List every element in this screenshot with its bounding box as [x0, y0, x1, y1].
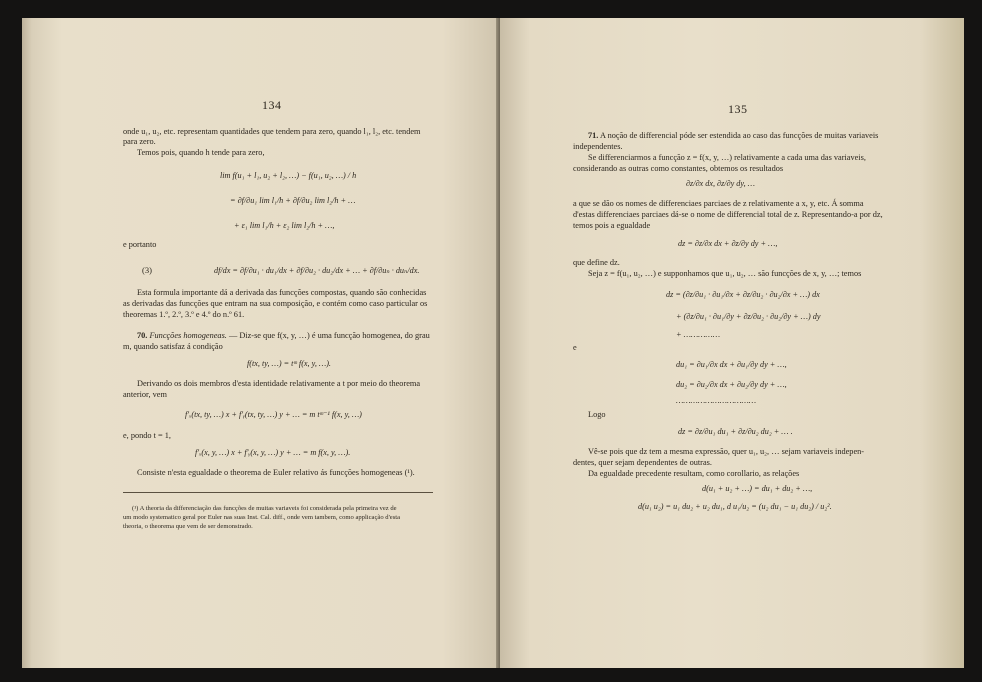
- text-line: d'estas differenciaes parciaes dá-se o nome de differencial total de z. Representando-a por dz,: [573, 210, 883, 219]
- formula: ∂z/∂x dx, ∂z/∂y dy, …: [686, 179, 755, 188]
- text-line: e, pondo t = 1,: [123, 431, 172, 440]
- section-number: 70.: [137, 331, 148, 340]
- formula: du₂ = ∂u₂/∂x dx + ∂u₂/∂y dy + …,: [676, 380, 787, 389]
- book-scan: [22, 18, 964, 668]
- formula: + (∂z/∂u₁ · ∂u₁/∂y + ∂z/∂u₂ · ∂u₂/∂y + …) dy: [676, 312, 821, 321]
- formula: f(tx, ty, …) = tᵐ f(x, y, …).: [247, 359, 331, 368]
- formula: f′ₓ(tx, ty, …) x + f′ᵧ(tx, ty, …) y + … = m tᵐ⁻¹ f(x, y, …): [185, 410, 362, 419]
- formula: du₁ = ∂u₁/∂x dx + ∂u₁/∂y dy + …,: [676, 360, 787, 369]
- formula: dz = (∂z/∂u₁ · ∂u₁/∂x + ∂z/∂u₂ · ∂u₂/∂x + …) dx: [666, 290, 820, 299]
- text-line: as derivadas das funcções que entram na sua composição, e contém como caso particular os: [123, 299, 428, 308]
- text-line: temos pois a egualdade: [573, 221, 651, 230]
- text-line: considerando as outras como constantes, obtemos os resultados: [573, 164, 784, 173]
- section-heading: [588, 131, 878, 142]
- section-text: — Diz-se que f(x, y, …) é uma funcção homogenea, do grau: [228, 331, 430, 340]
- text-line: Da egualdade precedente resultam, como corollario, as relações: [588, 469, 800, 478]
- left-page: [22, 18, 500, 668]
- text-line: Vê-se pois que dz tem a mesma expressão, quer u₁, u₂, … sejam variaveis indepen-: [588, 447, 865, 456]
- text-line: Se differenciarmos a funcção z = f(x, y, …) relativamente a cada uma das variaveis,: [588, 153, 866, 162]
- section-heading: [137, 331, 430, 342]
- formula: dz = ∂z/∂x dx + ∂z/∂y dy + …,: [678, 239, 778, 248]
- text-line: que define dz.: [573, 258, 620, 267]
- text-line: a que se dão os nomes de differenciaes parciaes de z relativamente a x, y, etc. Á somma: [573, 199, 864, 208]
- footnote-line: um modo systematico geral por Euler nas suas Inst. Cal. diff., onde vem tambem, como applicação d'esta: [123, 514, 401, 521]
- footnote-line: theoria, o theorema que vem de ser demonstrado.: [123, 523, 253, 530]
- text-line: Derivando os dois membros d'esta identidade relativamente a t por meio do theorema: [137, 379, 421, 388]
- text-line: Logo: [588, 410, 606, 419]
- text-line: independentes.: [573, 142, 623, 151]
- text-line: Temos pois, quando h tende para zero,: [137, 148, 265, 157]
- page-number: 135: [728, 102, 748, 116]
- formula: dz = ∂z/∂u₁ du₁ + ∂z/∂u₂ du₂ + … .: [678, 427, 793, 436]
- text-line: onde u₁, u₂, etc. representam quantidades que tendem para zero, quando l₁, l₂, etc. tendem: [123, 127, 421, 136]
- section-text: A noção de differencial póde ser estendida ao caso das funcções de muitas variaveis: [600, 131, 879, 140]
- text-line: anterior, vem: [123, 390, 167, 399]
- formula: df/dx = ∂f/∂u₁ · du₁/dx + ∂f/∂u₂ · du₂/dx + … + ∂f/∂uₙ · duₙ/dx.: [214, 266, 420, 275]
- formula: = ∂f/∂u₁ lim l₁/h + ∂f/∂u₂ lim l₂/h + …: [230, 196, 356, 205]
- formula: lim f(u₁ + l₁, u₂ + l₂, …) − f(u₁, u₂, …) / h: [220, 171, 357, 180]
- text-line: m, quando satisfaz á condição: [123, 342, 223, 351]
- text-line: Esta formula importante dá a derivada das funcções compostas, quando são conhecidas: [137, 288, 427, 297]
- formula: ……………………………: [676, 396, 757, 405]
- section-title: Funcções homogeneas.: [149, 331, 227, 340]
- footnote-rule: [123, 492, 433, 493]
- formula: d(u₁ u₂) = u₁ du₂ + u₂ du₁, d u₁/u₂ = (u₂ du₁ − u₁ du₂) / u₂².: [638, 502, 832, 511]
- section-number: 71.: [588, 131, 599, 140]
- equation-number: (3): [142, 265, 152, 275]
- text-line: dentes, quer sejam dependentes de outras.: [573, 458, 712, 467]
- page-number: 134: [262, 98, 282, 112]
- right-page: [500, 18, 964, 668]
- text-line: Seja z = f(u₁, u₂, …) e supponhamos que u₁, u₂, … são funcções de x, y, …; temos: [588, 269, 862, 278]
- text-line: e portanto: [123, 240, 157, 249]
- footnote-line: (¹) A theoria da differenciação das funcções de muitas variaveis foi considerada pela primeira vez de: [132, 505, 397, 512]
- text-line: theoremas 1.º, 2.º, 3.º e 4.º do n.º 61.: [123, 310, 245, 319]
- formula: d(u₁ + u₂ + …) = du₁ + du₂ + …,: [702, 484, 813, 493]
- text-line: e: [573, 343, 577, 352]
- text-line: para zero.: [123, 137, 156, 146]
- formula: + ……………: [676, 330, 720, 339]
- formula: + ε₁ lim l₁/h + ε₂ lim l₂/h + …,: [234, 221, 335, 230]
- formula: f′ₓ(x, y, …) x + f′ᵧ(x, y, …) y + … = m f(x, y, …).: [195, 448, 351, 457]
- text-line: Consiste n'esta egualdade o theorema de Euler relativo ás funcções homogeneas (¹).: [137, 468, 415, 477]
